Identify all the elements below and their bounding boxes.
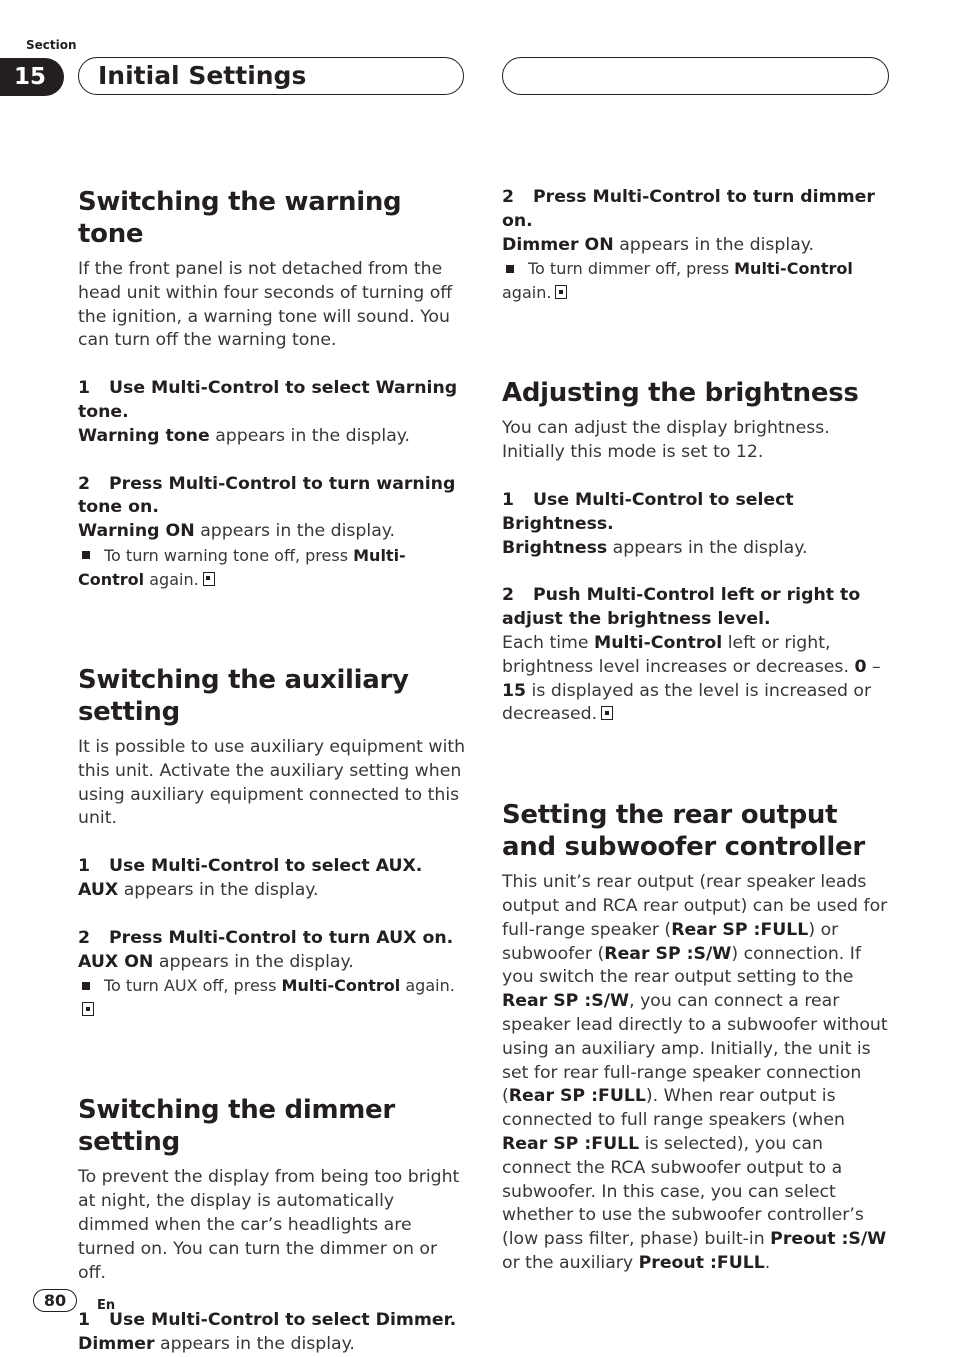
warning-tone-intro: If the front panel is not detached from the head unit within four seconds of turning off the ignition, a warning tone will sound. You can turn off the warning tone. [78, 259, 453, 351]
right-column [502, 186, 894, 1276]
dimmer-intro: To prevent the display from being too bright at night, the display is automatically dimmed when the car’s headlights are turned on. You can turn the dimmer on or off. [78, 1167, 460, 1283]
dimmer-step-2-result: Dimmer ON appears in the display. [502, 234, 815, 255]
aux-step-2: 2 Press Multi-Control to turn AUX on. [78, 927, 454, 948]
end-mark-icon [555, 285, 567, 299]
bullet-square-icon [82, 551, 90, 559]
bullet-square-icon [506, 265, 514, 273]
brightness-heading: Adjusting the brightness [502, 378, 859, 409]
brightness-step-1-result: Brightness appears in the display. [502, 537, 808, 558]
warning-tone-step-2-result: Warning ON appears in the display. [78, 521, 396, 542]
brightness-intro: You can adjust the display brightness. Initially this mode is set to 12. [502, 418, 830, 463]
warning-tone-note: To turn warning tone off, press Multi-Control again. [78, 545, 406, 589]
section-label: Section [26, 38, 77, 52]
end-mark-icon [82, 1002, 94, 1016]
warning-tone-step-1-result: Warning tone appears in the display. [78, 425, 411, 446]
rear-output-heading: Setting the rear output and subwoofer controller [502, 800, 865, 863]
dimmer-step-1-result: Dimmer appears in the display. [78, 1334, 355, 1355]
brightness-step-2-detail: Each time Multi-Control left or right, brightness level increases or decreases. 0 – 15 is displayed as the level is increased or decreased. [502, 632, 881, 725]
dimmer-step-2: 2 Press Multi-Control to turn dimmer on. [502, 187, 875, 231]
left-column [78, 186, 470, 1357]
page-number: 80 [33, 1289, 77, 1312]
rear-output-body: This unit’s rear output (rear speaker leads output and RCA rear output) can be used for full-range speaker (Rear SP :FULL) or subwoofer (Rear SP :S/W) connection. If you switch the rear output setting to the Rear SP :S/W, you can connect a rear speaker lead directly to a subwoofer without using an auxiliary amp. Initially, the unit is set for rear full-range speaker connection (Rear SP :FULL). When rear output is connected to full range speakers (when Rear SP :FULL is selected), you can connect the RCA subwoofer output to a subwoofer. In this case, you can select whether to use the subwoofer controller’s (low pass filter, phase) built-in Preout :S/W or the auxiliary Preout :FULL. [502, 872, 888, 1273]
aux-note: To turn AUX off, press Multi-Control again. [78, 974, 470, 1022]
bullet-square-icon [82, 982, 90, 990]
section-number-badge: 15 [0, 58, 64, 96]
header-empty-frame [502, 57, 889, 95]
language-code: En [97, 1298, 116, 1313]
warning-tone-heading: Switching the warning tone [78, 187, 402, 249]
aux-heading: Switching the auxiliary setting [78, 664, 409, 727]
end-mark-icon [601, 706, 613, 720]
dimmer-heading: Switching the dimmer setting [78, 1095, 395, 1158]
brightness-step-2: 2 Push Multi-Control left or right to adjust the brightness level. [502, 585, 861, 630]
aux-step-2-result: AUX ON appears in the display. [78, 951, 354, 972]
dimmer-step-1: 1 Use Multi-Control to select Dimmer. [78, 1310, 457, 1331]
aux-step-1: 1 Use Multi-Control to select AUX. [78, 856, 423, 877]
warning-tone-step-1: 1 Use Multi-Control to select Warning tone. [78, 378, 458, 422]
warning-tone-step-2: 2 Press Multi-Control to turn warning tone on. [78, 473, 456, 518]
end-mark-icon [203, 572, 215, 586]
aux-step-1-result: AUX appears in the display. [78, 879, 319, 900]
dimmer-note: To turn dimmer off, press Multi-Control again. [502, 259, 853, 303]
section-title: Initial Settings [98, 61, 307, 90]
brightness-step-1: 1 Use Multi-Control to select Brightness. [502, 489, 794, 534]
aux-intro: It is possible to use auxiliary equipment with this unit. Activate the auxiliary setting when using auxiliary equipment connected to this unit. [78, 736, 466, 829]
